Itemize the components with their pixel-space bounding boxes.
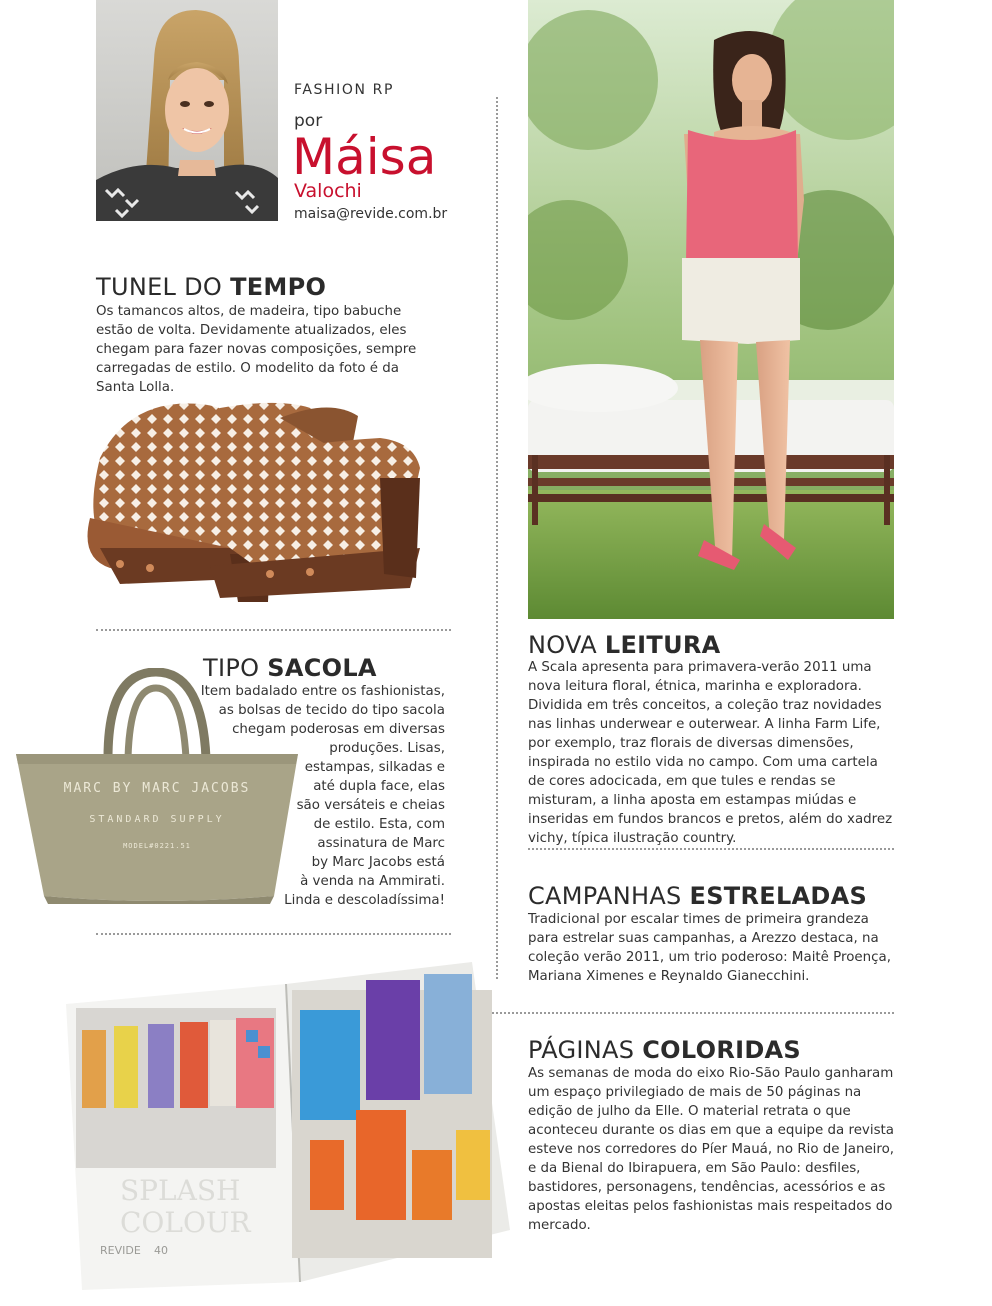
divider-3: [528, 848, 894, 850]
divider-1: [96, 629, 451, 631]
model-photo: [528, 0, 894, 619]
article-text-sacola: Item badalado entre os fashionistas, as bolsas de tecido do tipo sacola chegam poderosas em diversas produções. Lisas, estampas, silkadas e até dupla face, elas são versáteis e cheias de estilo. Esta, com assinatura de Marc by Marc Jacobs está à venda na Ammirati. Linda e descoladíssima!: [200, 684, 445, 908]
article-title-paginas: PÁGINAS COLORIDAS: [528, 1036, 802, 1064]
author-last-name: Valochi: [294, 180, 362, 202]
article-text-campanhas: Tradicional por escalar times de primeira grandeza para estrelar suas campanhas, a Arezzo destaca, na coleção verão 2011, um trio poderoso: Maitê Proença, Mariana Ximenes e Reynaldo Gianecchini.: [528, 912, 891, 984]
clogs-photo: [80, 398, 425, 610]
bag-line-print: STANDARD SUPPLY: [89, 814, 225, 825]
svg-text:SPLASH: SPLASH: [120, 1174, 241, 1207]
section-label: FASHION RP: [294, 82, 394, 98]
tote-bag-photo: [16, 668, 298, 904]
article-title-nova-leitura: NOVA LEITURA: [528, 631, 721, 659]
bag-model-print: MODEL#0221.51: [123, 842, 191, 850]
magazine-footer-page: 40: [154, 1244, 168, 1257]
author-first-name: Máisa: [292, 128, 437, 186]
author-by: por: [294, 111, 323, 131]
svg-text:COLOUR: COLOUR: [120, 1206, 251, 1239]
divider-2: [96, 933, 451, 935]
article-text-paginas: As semanas de moda do eixo Rio-São Paulo ganharam um espaço privilegiado de mais de 50 páginas na edição de julho da Elle. O material retrata o que aconteceu durante os dias em que a equipe da revista esteve nos corredores do Píer Mauá, no Rio de Janeiro, e da Bienal do Ibirapuera, em São Paulo: desfiles, bastidores, personagens, tendências, acessórios e as apostas eleitas pelos fashionistas mais respeitados do mercado.: [528, 1066, 895, 1233]
article-text-nova-leitura: A Scala apresenta para primavera-verão 2011 uma nova leitura floral, étnica, marinha e exploradora. Dividida em três conceitos, a coleção traz novidades nas linhas underwear e outerwear. A linha Farm Life, por exemplo, traz florais de diversas dimensões, inspirada no estilo vida no campo. Com uma cartela de cores adocicada, em que tules e rendas se misturam, a linha aposta em estampas miúdas e inseridas em fundos brancos e pretos, além do xadrez vichy, típica ilustração country.: [528, 660, 893, 846]
magazine-footer-name: REVIDE: [100, 1244, 141, 1257]
magazine-spread-photo: [60, 960, 510, 1292]
author-email: maisa@revide.com.br: [294, 206, 448, 222]
article-title-tunel: TUNEL DO TEMPO: [96, 273, 327, 301]
bag-brand-print: MARC BY MARC JACOBS: [63, 781, 251, 796]
author-photo: [96, 0, 278, 221]
article-title-campanhas: CAMPANHAS ESTRELADAS: [528, 882, 868, 910]
article-text-tunel: Os tamancos altos, de madeira, tipo babuche estão de volta. Devidamente atualizados, eles chegam para fazer novas composições, sempre carregadas de estilo. O modelito da foto é da Santa Lolla.: [96, 304, 417, 395]
article-title-sacola: TIPO SACOLA: [203, 654, 377, 682]
column-divider: [496, 97, 498, 979]
divider-4: [476, 1012, 894, 1014]
